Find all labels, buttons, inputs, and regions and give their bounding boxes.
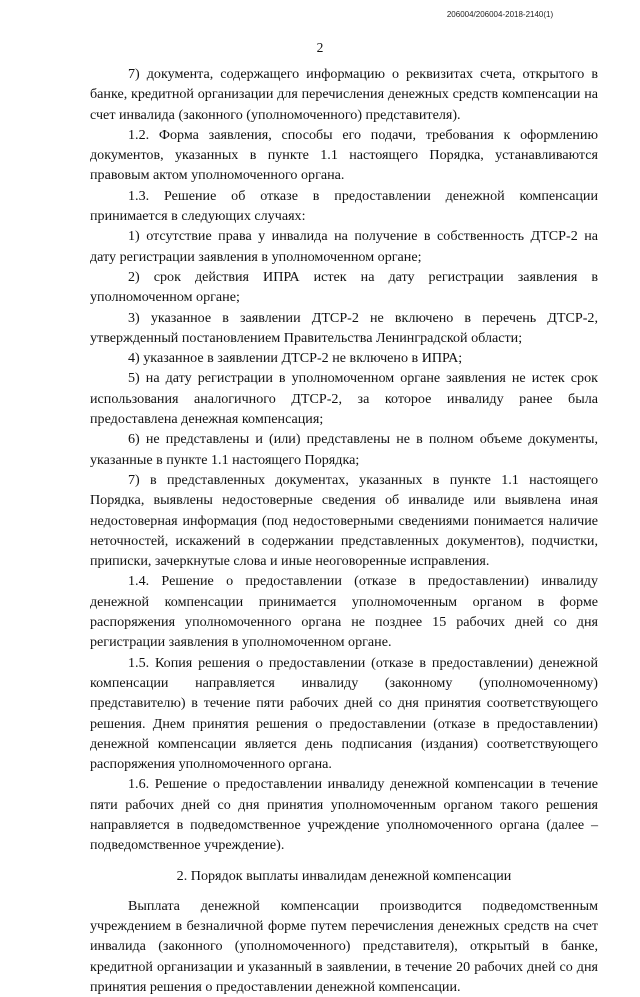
paragraph: 1.4. Решение о предоставлении (отказе в предоставлении) инвалиду денежной компенсации принимается уполномоченным органом в форме распоряжения уполномоченного органа не позднее 15 рабочих дней со дня регистрации заявления в уполномоченном органе. (90, 573, 598, 651)
paragraph: 1.2. Форма заявления, способы его подачи, требования к оформлению документов, указанных в пункте 1.1 настоящего Порядка, устанавливаются правовым актом уполномоченного органа. (90, 126, 598, 184)
list-item: 5) на дату регистрации в уполномоченном органе заявления не истек срок использования аналогичного ДТСР-2, за которое инвалиду ранее была предоставлена денежная компенсация; (90, 370, 598, 428)
paragraph: 1.5. Копия решения о предоставлении (отказе в предоставлении) денежной компенсации направляется инвалиду (законному (уполномоченному) представителю) в течение пяти рабочих дней со дня принятия соответствующего решения. Днем принятия решения о предоставлении (отказе в предоставлении) денежной компенсации является день подписания (издания) соответствующего распоряжения уполномоченного органа. (90, 654, 598, 773)
paragraph: 1.3. Решение об отказе в предоставлении денежной компенсации принимается в следующих случаях: (90, 187, 598, 225)
document-body (90, 64, 598, 997)
list-item: 4) указанное в заявлении ДТСР-2 не включено в ИПРА; (128, 350, 463, 367)
list-item: 1) отсутствие права у инвалида на получение в собственность ДТСР-2 на дату регистрации заявления в уполномоченном органе; (90, 228, 598, 265)
paragraph: 7) документа, содержащего информацию о реквизитах счета, открытого в банке, кредитной организации для перечисления денежных средств компенсации на счет инвалида (законного (уполномоченного) представителя). (90, 66, 598, 123)
list-item: 2) срок действия ИПРА истек на дату регистрации заявления в уполномоченном органе; (90, 268, 598, 306)
page-number: 2 (316, 40, 324, 55)
list-item: 6) не представлены и (или) представлены не в полном объеме документы, указанные в пункте 1.1 настоящего Порядка; (90, 431, 598, 468)
document-id: 206004/206004-2018-2140(1) (446, 10, 554, 19)
list-item: 7) в представленных документах, указанных в пункте 1.1 настоящего Порядка, выявлены недостоверные сведения об инвалиде или выявлена иная недостоверная информация (под недостоверными сведениями понимается наличие неточностей, искажений в содержании представленных документов), подчистки, приписки, зачеркнутые слова и иные неоговоренные исправления. (90, 471, 598, 570)
paragraph: 1.6. Решение о предоставлении инвалиду денежной компенсации в течение пяти рабочих дней со дня принятия уполномоченным органом такого решения направляется в подведомственное учреждение уполномоченного органа (далее – подведомственное учреждение). (90, 776, 598, 854)
paragraph: Выплата денежной компенсации производится подведомственным учреждением в безналичной форме путем перечисления денежных средств на счет инвалида (законного (уполномоченного) представителя), открытый в банке, кредитной организации и указанный в заявлении, в течение 20 рабочих дней со дня принятия решения о предоставлении денежной компенсации. (90, 897, 598, 996)
section-heading: 2. Порядок выплаты инвалидам денежной компенсации (176, 867, 512, 884)
list-item: 3) указанное в заявлении ДТСР-2 не включено в перечень ДТСР-2, утвержденный постановлением Правительства Ленинградской области; (90, 309, 598, 346)
